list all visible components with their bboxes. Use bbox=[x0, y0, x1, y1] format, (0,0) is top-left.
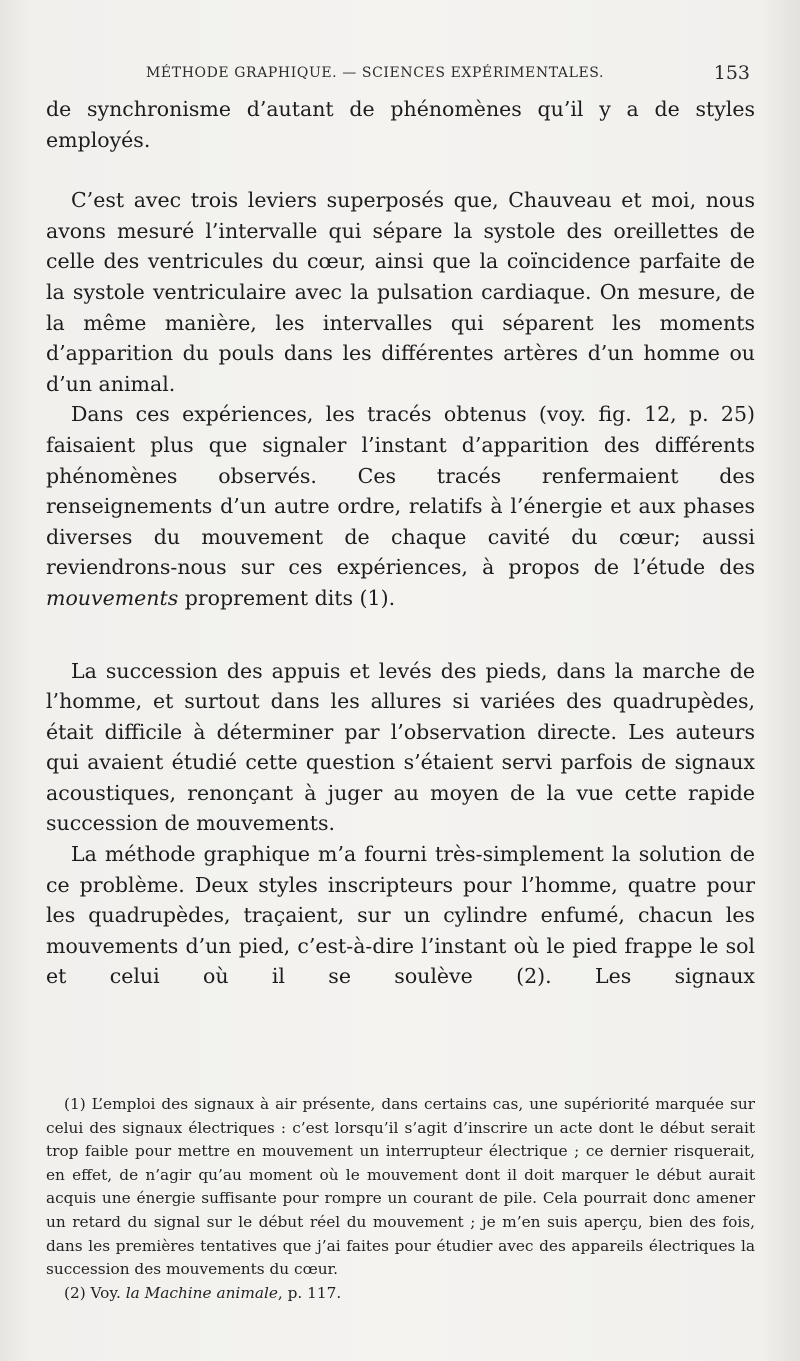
footnote-2-end: , p. 117. bbox=[277, 1283, 342, 1302]
paragraph-5: La méthode graphique m’a fourni très-simplement la solution de ce problème. Deux styles inscripteurs pour l’homme, quatre pour les quadrupèdes, traçaient, sur un cylindre enfumé, chacun les mouvements d’un pied, c’est-à-dire l’instant où le pied frappe le sol et celui où il se soulève (2). Les signaux bbox=[46, 842, 755, 989]
paragraph-3-italic: mouvements bbox=[46, 585, 179, 610]
footnote-2-italic: la Machine animale bbox=[125, 1283, 278, 1302]
paragraph-3 bbox=[46, 399, 755, 613]
paragraph-2: C’est avec trois leviers superposés que, Chauveau et moi, nous avons mesuré l’intervalle qui sépare la systole des oreillettes de celle des ventricules du cœur, ainsi que la coïncidence parfaite de la systole ventriculaire avec la pulsation cardiaque. On mesure, de la même manière, les intervalles qui séparent les moments d’apparition du pouls dans les différentes artères d’un homme ou d’un animal. bbox=[46, 188, 755, 396]
footnote-2 bbox=[46, 1282, 755, 1306]
running-head: MÉTHODE GRAPHIQUE. — SCIENCES EXPÉRIMENTALES. bbox=[146, 65, 605, 81]
footnote-1: (1) L’emploi des signaux à air présente, dans certains cas, une supériorité marquée sur celui des signaux électriques : c’est lorsqu’il s’agit d’inscrire un acte dont le début serait trop faible pour mettre en mouvement un interrupteur électrique ; ce dernier risquerait, en effet, de n’agir qu’au moment où le mouvement dont il doit marquer le début aurait acquis une énergie suffisante pour rompre un courant de pile. Cela pourrait donc amener un retard du signal sur le début réel du mouvement ; je m’en suis aperçu, bien des fois, dans les premières tentatives que j’ai faites pour étudier avec des appareils électriques la succession des mouvements du cœur. bbox=[46, 1095, 755, 1279]
paragraph-3-end: proprement dits (1). bbox=[178, 585, 396, 610]
footnote-2-text: (2) Voy. bbox=[64, 1283, 126, 1302]
footnotes bbox=[46, 1093, 755, 1305]
main-text bbox=[46, 94, 755, 992]
paragraph-1: de synchronisme d’autant de phénomènes qu’il y a de styles employés. bbox=[46, 97, 755, 152]
paragraph-3-text: Dans ces expériences, les tracés obtenus (voy. fig. 12, p. 25) faisaient plus que signaler l’instant d’apparition des différents phénomènes observés. Ces tracés renfermaient des renseignements d’un autre ordre, relatifs à l’énergie et aux phases diverses du mouvement de chaque cavité du cœur; aussi reviendrons-nous sur ces expériences, à propos de l’étude des bbox=[46, 402, 755, 580]
page-number: 153 bbox=[713, 62, 750, 84]
page-header bbox=[146, 62, 750, 86]
paragraph-4: La succession des appuis et levés des pieds, dans la marche de l’homme, et surtout dans les allures si variées des quadrupèdes, était difficile à déterminer par l’observation directe. Les auteurs qui avaient étudié cette question s’étaient servi parfois de signaux acoustiques, renonçant à juger au moyen de la vue cette rapide succession de mouvements. bbox=[46, 658, 755, 836]
